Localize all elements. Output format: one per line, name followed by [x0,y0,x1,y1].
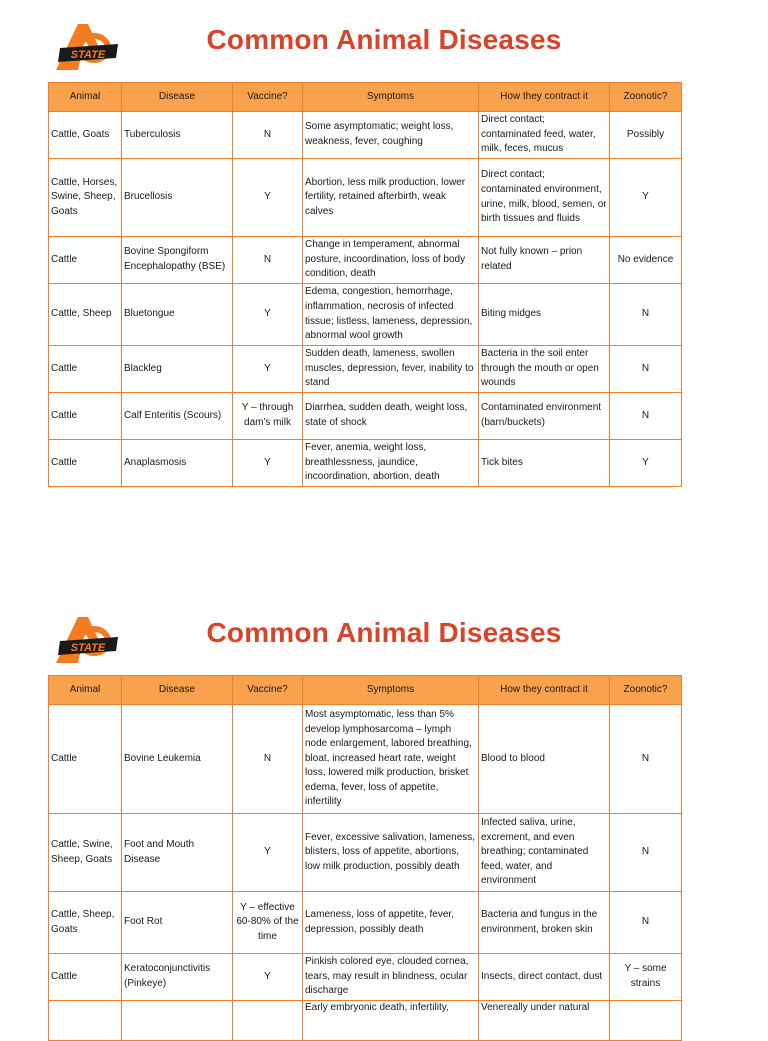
symptoms-cell: Diarrhea, sudden death, weight loss, state of shock [303,393,479,440]
header-animal: Animal [49,83,122,112]
contraction-cell: Tick bites [479,440,610,487]
vaccine-cell: Y [233,954,303,1001]
animal-cell: Cattle [49,393,122,440]
vaccine-cell [233,1001,303,1041]
animal-cell: Cattle, Horses, Swine, Sheep, Goats [49,159,122,237]
animal-cell [49,1001,122,1041]
zoonotic-cell: N [610,814,682,892]
header-contraction: How they contract it [479,676,610,705]
vaccine-cell: Y [233,159,303,237]
vaccine-cell: N [233,112,303,159]
contraction-cell: Venereally under natural [479,1001,610,1041]
disease-cell: Blackleg [122,346,233,393]
vaccine-cell: Y [233,440,303,487]
header-symptoms: Symptoms [303,676,479,705]
svg-text:STATE: STATE [70,642,106,654]
animal-cell: Cattle [49,705,122,814]
table-row [49,284,682,346]
zoonotic-cell: N [610,284,682,346]
vaccine-cell: N [233,237,303,284]
vaccine-cell: Y [233,284,303,346]
symptoms-cell: Lameness, loss of appetite, fever, depression, possibly death [303,892,479,954]
header-disease: Disease [122,676,233,705]
page-title: Common Animal Diseases [206,617,562,648]
symptoms-cell: Sudden death, lameness, swollen muscles, depression, fever, inability to stand [303,346,479,393]
zoonotic-cell: Y [610,440,682,487]
contraction-cell: Bacteria and fungus in the environment, broken skin [479,892,610,954]
symptoms-cell: Edema, congestion, hemorrhage, inflammation, necrosis of infected tissue; listless, lameness, depression, abnormal wool growth [303,284,479,346]
contraction-cell: Blood to blood [479,705,610,814]
vaccine-cell: Y – through dam's milk [233,393,303,440]
disease-cell: Bovine Leukemia [122,705,233,814]
animal-cell: Cattle, Sheep, Goats [49,892,122,954]
table-row [49,814,682,892]
contraction-cell: Insects, direct contact, dust [479,954,610,1001]
disease-cell: Keratoconjunctivitis (Pinkeye) [122,954,233,1001]
header-disease: Disease [122,83,233,112]
symptoms-cell: Change in temperament, abnormal posture, incoordination, loss of body condition, death [303,237,479,284]
disease-cell: Tuberculosis [122,112,233,159]
animal-cell: Cattle, Swine, Sheep, Goats [49,814,122,892]
contraction-cell: Biting midges [479,284,610,346]
symptoms-cell: Abortion, less milk production, lower fertility, retained afterbirth, weak calves [303,159,479,237]
animal-cell: Cattle [49,440,122,487]
zoonotic-cell: Y [610,159,682,237]
symptoms-cell: Fever, anemia, weight loss, breathlessness, jaundice, incoordination, abortion, death [303,440,479,487]
disease-cell [122,1001,233,1041]
zoonotic-cell: No evidence [610,237,682,284]
disease-cell: Bluetongue [122,284,233,346]
table-row [49,954,682,1001]
symptoms-cell: Early embryonic death, infertility, [303,1001,479,1041]
disease-table [48,675,682,1041]
contraction-cell: Contaminated environment (barn/buckets) [479,393,610,440]
table-row [49,159,682,237]
table-header-row [49,676,682,705]
table-row [49,346,682,393]
vaccine-cell: Y [233,346,303,393]
table-row [49,112,682,159]
table-row [49,1001,682,1041]
table-row [49,237,682,284]
header-zoonotic: Zoonotic? [610,83,682,112]
animal-cell: Cattle, Goats [49,112,122,159]
contraction-cell: Infected saliva, urine, excrement, and even breathing; contaminated feed, water, and environment [479,814,610,892]
disease-cell: Anaplasmosis [122,440,233,487]
header-symptoms: Symptoms [303,83,479,112]
animal-cell: Cattle, Sheep [49,284,122,346]
symptoms-cell: Most asymptomatic, less than 5% develop lymphosarcoma – lymph node enlargement, labored breathing, bloat, increased heart rate, weight loss, lowered milk production, brisket edema, fever, loss of appetite, infertility [303,705,479,814]
vaccine-cell: N [233,705,303,814]
symptoms-cell: Fever, excessive salivation, lameness, blisters, loss of appetite, abortions, low milk production, possibly death [303,814,479,892]
table-row [49,705,682,814]
table-header-row [49,83,682,112]
animal-cell: Cattle [49,954,122,1001]
zoonotic-cell: Y – some strains [610,954,682,1001]
disease-cell: Bovine Spongiform Encephalopathy (BSE) [122,237,233,284]
contraction-cell: Direct contact; contaminated environment, urine, milk, blood, semen, or birth tissues and fluids [479,159,610,237]
table-row [49,892,682,954]
zoonotic-cell [610,1001,682,1041]
zoonotic-cell: N [610,346,682,393]
header-animal: Animal [49,676,122,705]
header-vaccine: Vaccine? [233,83,303,112]
svg-text:STATE: STATE [70,49,106,61]
zoonotic-cell: N [610,393,682,440]
page-title: Common Animal Diseases [206,24,562,55]
disease-cell: Foot Rot [122,892,233,954]
table-row [49,440,682,487]
header-contraction: How they contract it [479,83,610,112]
disease-table [48,82,682,487]
zoonotic-cell: N [610,892,682,954]
disease-cell: Foot and Mouth Disease [122,814,233,892]
zoonotic-cell: N [610,705,682,814]
animal-cell: Cattle [49,346,122,393]
symptoms-cell: Pinkish colored eye, clouded cornea, tears, may result in blindness, ocular discharge [303,954,479,1001]
disease-cell: Brucellosis [122,159,233,237]
vaccine-cell: Y – effective 60-80% of the time [233,892,303,954]
header-zoonotic: Zoonotic? [610,676,682,705]
contraction-cell: Not fully known – prion related [479,237,610,284]
table-row [49,393,682,440]
vaccine-cell: Y [233,814,303,892]
symptoms-cell: Some asymptomatic; weight loss, weakness, fever, coughing [303,112,479,159]
zoonotic-cell: Possibly [610,112,682,159]
contraction-cell: Direct contact; contaminated feed, water, milk, feces, mucus [479,112,610,159]
contraction-cell: Bacteria in the soil enter through the mouth or open wounds [479,346,610,393]
disease-cell: Calf Enteritis (Scours) [122,393,233,440]
header-vaccine: Vaccine? [233,676,303,705]
animal-cell: Cattle [49,237,122,284]
